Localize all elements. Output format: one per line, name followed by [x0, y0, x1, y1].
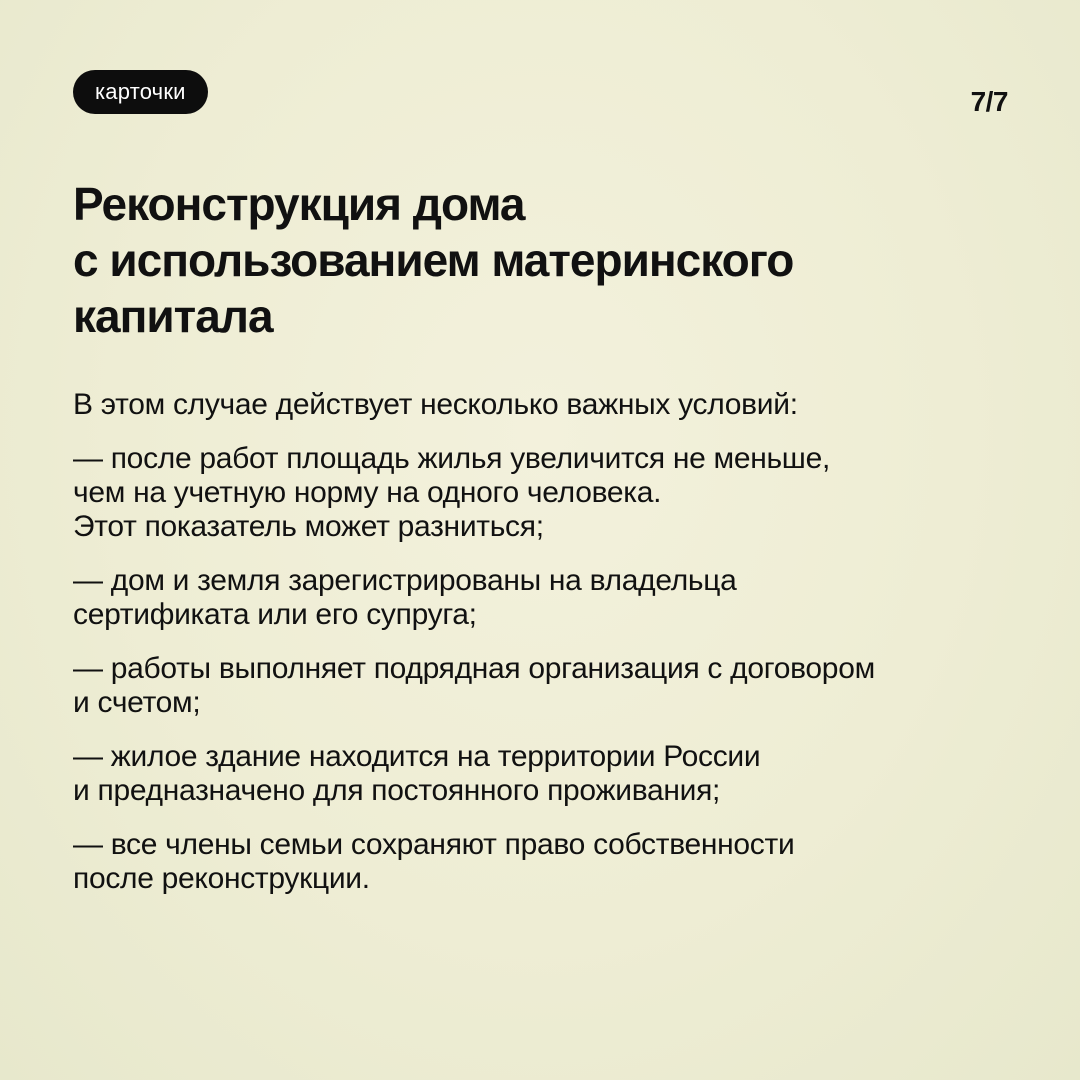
condition-line: после реконструкции. [73, 862, 370, 895]
card-body [73, 388, 1033, 916]
title-line: с использованием материнского [73, 234, 794, 286]
condition-item [73, 652, 1033, 720]
card-title [73, 176, 1003, 344]
condition-line: — работы выполняет подрядная организация с договором [73, 652, 875, 685]
condition-line: Этот показатель может разниться; [73, 510, 544, 543]
title-line: Реконструкция дома [73, 178, 525, 230]
intro-line: В этом случае действует несколько важных условий: [73, 388, 798, 421]
condition-item [73, 564, 1033, 632]
condition-line: чем на учетную норму на одного человека. [73, 476, 662, 509]
intro-text [73, 388, 1033, 422]
condition-line: и предназначено для постоянного проживания; [73, 774, 721, 807]
condition-item [73, 740, 1033, 808]
page-counter: 7/7 [970, 86, 1008, 117]
condition-item [73, 828, 1033, 896]
condition-line: — жилое здание находится на территории России [73, 740, 761, 773]
condition-item [73, 442, 1033, 544]
category-tag: карточки [73, 70, 208, 114]
condition-line: сертификата или его супруга; [73, 598, 477, 631]
condition-line: — дом и земля зарегистрированы на владельца [73, 564, 737, 597]
title-line: капитала [73, 290, 273, 342]
condition-line: — после работ площадь жилья увеличится не меньше, [73, 442, 830, 475]
condition-line: и счетом; [73, 686, 201, 719]
condition-line: — все члены семьи сохраняют право собственности [73, 828, 795, 861]
